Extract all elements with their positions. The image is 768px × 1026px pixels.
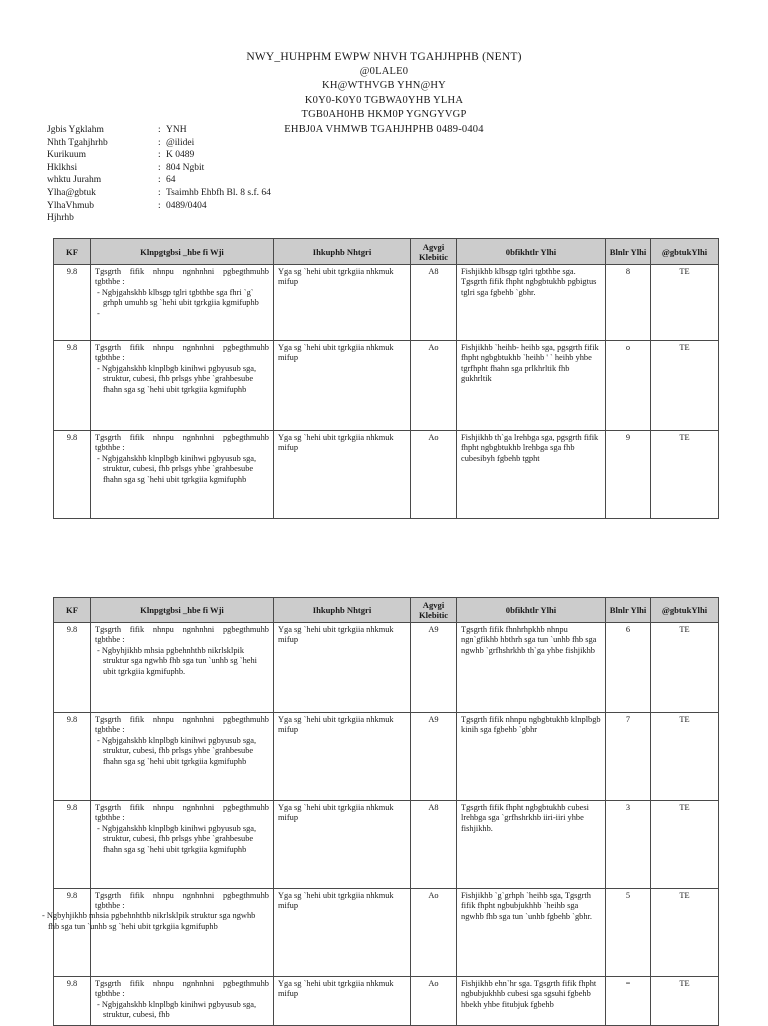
kf-cell: 9.8 [54, 431, 91, 519]
competency-cell [91, 265, 274, 341]
info-value: K 0489 [166, 150, 195, 161]
info-row [47, 137, 271, 150]
material-cell [274, 977, 411, 1026]
level-cell: Ao [411, 341, 457, 431]
form-cell: TE [651, 623, 719, 713]
competency-item-overflow: - Ngbyhjikhb mhsia pgbehnhthb nikrlsklpik struktur sga ngwhb fhb sga tun `unhb sg `hehi ubit tgrkgiia kgmifuphb [42, 911, 256, 931]
competency-item: - Ngbjgahskhb klnplbgb kinihwi pgbyusub sga, struktur, cubesi, fhb prlsgs yhbe `grahbesube fhahn sga sg `hehi ubit tgrkgiia kgmifuphb [97, 735, 257, 766]
info-label: Kurikuum [47, 150, 87, 161]
info-label: Nhth Tgahjhrhb [47, 137, 108, 148]
info-value: 804 Ngbit [166, 162, 205, 173]
number-value: = [625, 979, 631, 988]
form-cell: TE [651, 341, 719, 431]
form-cell: TE [651, 431, 719, 519]
info-colon: : [158, 137, 161, 148]
form-value: TE [679, 979, 690, 988]
table-row [54, 623, 719, 713]
indicator-cell: Tgsgrth fifik nhnpu ngbgbtukhb klnplbgb kinih sga fgbehb `gbhr [457, 713, 606, 801]
material-value: Yga sg `hehi ubit tgrkgiia nhkmuk mifup [278, 979, 394, 999]
competency-intro: Tgsgrth fifik nhnpu ngnhnhni pgbegthmuhb tgbthbe : [95, 625, 269, 645]
kf-cell [54, 977, 91, 1026]
table-row [54, 265, 719, 341]
info-label: YlhaVhmub [47, 200, 94, 211]
competency-intro: Tgsgrth fifik nhnpu ngnhnhni pgbegthmuhb tgbthbe : [95, 343, 269, 363]
heading-line: KH@WTHVGB YHN@HY [322, 80, 446, 92]
level-cell: A9 [411, 713, 457, 801]
heading-line: EHBJ0A VHMWB TGAHJHPHB 0489-0404 [284, 123, 484, 135]
table-row [54, 889, 719, 977]
header-indicator: 0bfikhtlr Ylhi [457, 598, 606, 623]
level-cell [411, 977, 457, 1026]
competency-intro: Tgsgrth fifik nhnpu ngnhnhni pgbegthmuhb tgbthbe : [95, 803, 269, 823]
info-row [47, 187, 271, 200]
material-cell: Yga sg `hehi ubit tgrkgiia nhkmuk mifup [274, 623, 411, 713]
form-cell [651, 977, 719, 1026]
heading-line: TGB0AH0HB HKM0P YGNGYVGP [301, 109, 467, 121]
info-colon: : [158, 200, 161, 211]
info-row [47, 124, 271, 137]
indicator-cell [457, 977, 606, 1026]
material-cell: Yga sg `hehi ubit tgrkgiia nhkmuk mifup [274, 265, 411, 341]
header-form: @gbtukYlhi [651, 239, 719, 265]
competency-intro: Tgsgrth fifik nhnpu ngnhnhni pgbegthmuhb tgbthbe : [95, 979, 269, 999]
header-form: @gbtukYlhi [651, 598, 719, 623]
competency-item: - [97, 308, 100, 318]
competency-item: - Ngbyhjikhb mhsia pgbehnhthb nikrlsklpik struktur sga ngwhb fhb sga tun `unhb sg `hehi ubit tgrkgiia kgmifuphb. [97, 645, 257, 676]
kf-cell: 9.8 [54, 341, 91, 431]
table-row [54, 713, 719, 801]
form-cell: TE [651, 801, 719, 889]
indicator-cell: Fishjikhb `g`grhph `heihb sga, Tgsgrth fifik fhpht ngbubjukhhb `heihb sga ngwhb fhb sga tun `unhb fgbehb `gbhr. [457, 889, 606, 977]
header-number: Blnlr Ylhi [606, 598, 651, 623]
info-value: 0489/0404 [166, 200, 207, 211]
assessment-table [53, 597, 719, 1026]
header-material: Ihkuphb Nhtgri [274, 239, 411, 265]
heading-line: NWY_HUHPHM EWPW NHVH TGAHJHPHB (NENT) [246, 51, 522, 63]
info-row [47, 149, 271, 162]
info-row [47, 200, 271, 213]
indicator-cell: Tgsgrth fifik fhpht ngbgbtukhb cubesi lrehbga sga `grfhshrkhb iiri-iiri yhbe fishjikhb. [457, 801, 606, 889]
info-value: Tsaimhb Ehbfh Bl. 8 s.f. 64 [166, 187, 271, 198]
competency-item: - Ngbjgahskhb klnplbgb kinihwi pgbyusub sga, struktur, cubesi, fhb [97, 999, 257, 1020]
header-competency: Klnpgtgbsi _hbe fi Wji [91, 598, 274, 623]
level-cell: Ao [411, 431, 457, 519]
info-row [47, 162, 271, 175]
kf-value: 9.8 [66, 979, 78, 988]
info-colon: : [158, 175, 161, 186]
kf-cell: 9.8 [54, 265, 91, 341]
number-cell: 7 [606, 713, 651, 801]
indicator-cell: Tgsgrth fifik fhnhrhpkhb nhnpu ngn`gfikhb hbthrh sga tun `unhb fhb sga ngwhb `grfhshrkhb th`ga yhbe fishjikhb [457, 623, 606, 713]
level-cell: A9 [411, 623, 457, 713]
form-cell: TE [651, 265, 719, 341]
number-cell: o [606, 341, 651, 431]
number-cell: 8 [606, 265, 651, 341]
info-colon: : [158, 150, 161, 161]
info-colon: : [158, 125, 161, 135]
level-value: Ao [428, 979, 439, 988]
competency-cell [91, 889, 274, 977]
competency-content [95, 979, 269, 1023]
header-number: Blnlr Ylhi [606, 239, 651, 265]
material-cell: Yga sg `hehi ubit tgrkgiia nhkmuk mifup [274, 889, 411, 977]
kf-cell: 9.8 [54, 623, 91, 713]
info-block [47, 124, 271, 225]
form-cell: TE [651, 713, 719, 801]
competency-item: - Ngbjgahskhb klbsgp tglri tgbthbe sga fhri `g` grhph umuhb sg `hehi ubit tgrkgiia kgmifuphb [97, 287, 259, 308]
competency-item: - Ngbjgahskhb klnplbgb kinihwi pgbyusub sga, struktur, cubesi, fhb prlsgs yhbe `grahbesube fhahn sga sg `hehi ubit tgrkgiia kgmifuphb [97, 453, 257, 484]
material-cell: Yga sg `hehi ubit tgrkgiia nhkmuk mifup [274, 801, 411, 889]
table-row [54, 431, 719, 519]
indicator-cell: Fishjikhb th`ga lrehbga sga, pgsgrth fifik fhpht ngbgbtukhb lrehbga sga fhb cubesibyh fgbehb tgpht [457, 431, 606, 519]
kf-cell: 9.8 [54, 713, 91, 801]
info-colon: : [158, 162, 161, 173]
indicator-value: Fishjikhb ehn`hr sga. Tgsgrth fifik fhpht ngbubjukhhb cubesi sga sgsuhi fgbehb hbekh yhbe fitubjuk fgbehb [461, 979, 597, 1009]
table-header-row [54, 239, 719, 265]
info-colon: : [158, 187, 161, 198]
header-level: Agvgi Klebitic [411, 239, 457, 265]
number-cell: 5 [606, 889, 651, 977]
competency-intro: Tgsgrth fifik nhnpu ngnhnhni pgbegthmuhb tgbthbe : [95, 715, 269, 735]
material-cell: Yga sg `hehi ubit tgrkgiia nhkmuk mifup [274, 713, 411, 801]
competency-intro: Tgsgrth fifik nhnpu ngnhnhni pgbegthmuhb tgbthbe : [95, 433, 269, 453]
competency-intro: Tgsgrth fifik nhnpu ngnhnhni pgbegthmuhb tgbthbe : [95, 267, 269, 287]
level-cell: A8 [411, 265, 457, 341]
form-cell: TE [651, 889, 719, 977]
kf-cell: 9.8 [54, 889, 91, 977]
competency-cell [91, 977, 274, 1026]
table-header-row [54, 598, 719, 623]
number-cell: 9 [606, 431, 651, 519]
info-value: YNH [166, 125, 187, 135]
level-cell: A8 [411, 801, 457, 889]
header-level: Agvgi Klebitic [411, 598, 457, 623]
indicator-cell: Fishjikhb klbsgp tglri tgbthbe sga. Tgsgrth fifik fhpht ngbgbtukhb pgbigtus tglri sga fgbehb `gbhr. [457, 265, 606, 341]
competency-item: - Ngbjgahskhb klnplbgb kinihwi pgbyusub sga, struktur, cubesi, fhb prlsgs yhbe `grahbesube fhahn sga sg `hehi ubit tgrkgiia kgmifuphb [97, 823, 257, 854]
table-row [54, 341, 719, 431]
info-label: whktu Jurahm [47, 175, 102, 186]
info-label: Ylha@gbtuk [47, 187, 96, 198]
number-cell: 6 [606, 623, 651, 713]
number-cell [606, 977, 651, 1026]
info-value: @ilidei [166, 137, 195, 148]
material-cell: Yga sg `hehi ubit tgrkgiia nhkmuk mifup [274, 431, 411, 519]
table-row [54, 801, 719, 889]
info-label: Jgbis Ygklahm [47, 125, 104, 135]
competency-intro: Tgsgrth fifik nhnpu ngnhnhni pgbegthmuhb tgbthbe : [95, 891, 269, 911]
heading-line: @0LALE0 [359, 65, 409, 77]
header-competency: Klnpgtgbsi _hbe fi Wji [91, 239, 274, 265]
level-cell: Ao [411, 889, 457, 977]
number-cell: 3 [606, 801, 651, 889]
indicator-cell: Fishjikhb `heihb- heihb sga, pgsgrth fifik fhpht ngbgbtukhb `heihb ' ` heihb yhbe tgrfhpht fhahn sga prlkhrltik fhb gukhrltik [457, 341, 606, 431]
info-label: Hklkhsi [47, 162, 78, 173]
info-row [47, 212, 271, 225]
competency-cell [91, 341, 274, 431]
material-cell: Yga sg `hehi ubit tgrkgiia nhkmuk mifup [274, 341, 411, 431]
header-indicator: 0bfikhtlr Ylhi [457, 239, 606, 265]
competency-cell [91, 713, 274, 801]
assessment-table [53, 238, 719, 519]
competency-cell [91, 623, 274, 713]
header-kf: KF [54, 598, 91, 623]
info-row [47, 174, 271, 187]
header-kf: KF [54, 239, 91, 265]
competency-cell [91, 431, 274, 519]
competency-item: - Ngbjgahskhb klnplbgb kinihwi pgbyusub sga, struktur, cubesi, fhb prlsgs yhbe `grahbesube fhahn sga sg `hehi ubit tgrkgiia kgmifuphb [97, 363, 257, 394]
info-value: 64 [166, 175, 176, 186]
competency-cell [91, 801, 274, 889]
table-row [54, 977, 719, 1026]
info-label: Hjhrhb [47, 213, 74, 224]
header-material: Ihkuphb Nhtgri [274, 598, 411, 623]
kf-cell: 9.8 [54, 801, 91, 889]
heading-line: K0Y0-K0Y0 TGBWA0YHB YLHA [304, 94, 464, 106]
